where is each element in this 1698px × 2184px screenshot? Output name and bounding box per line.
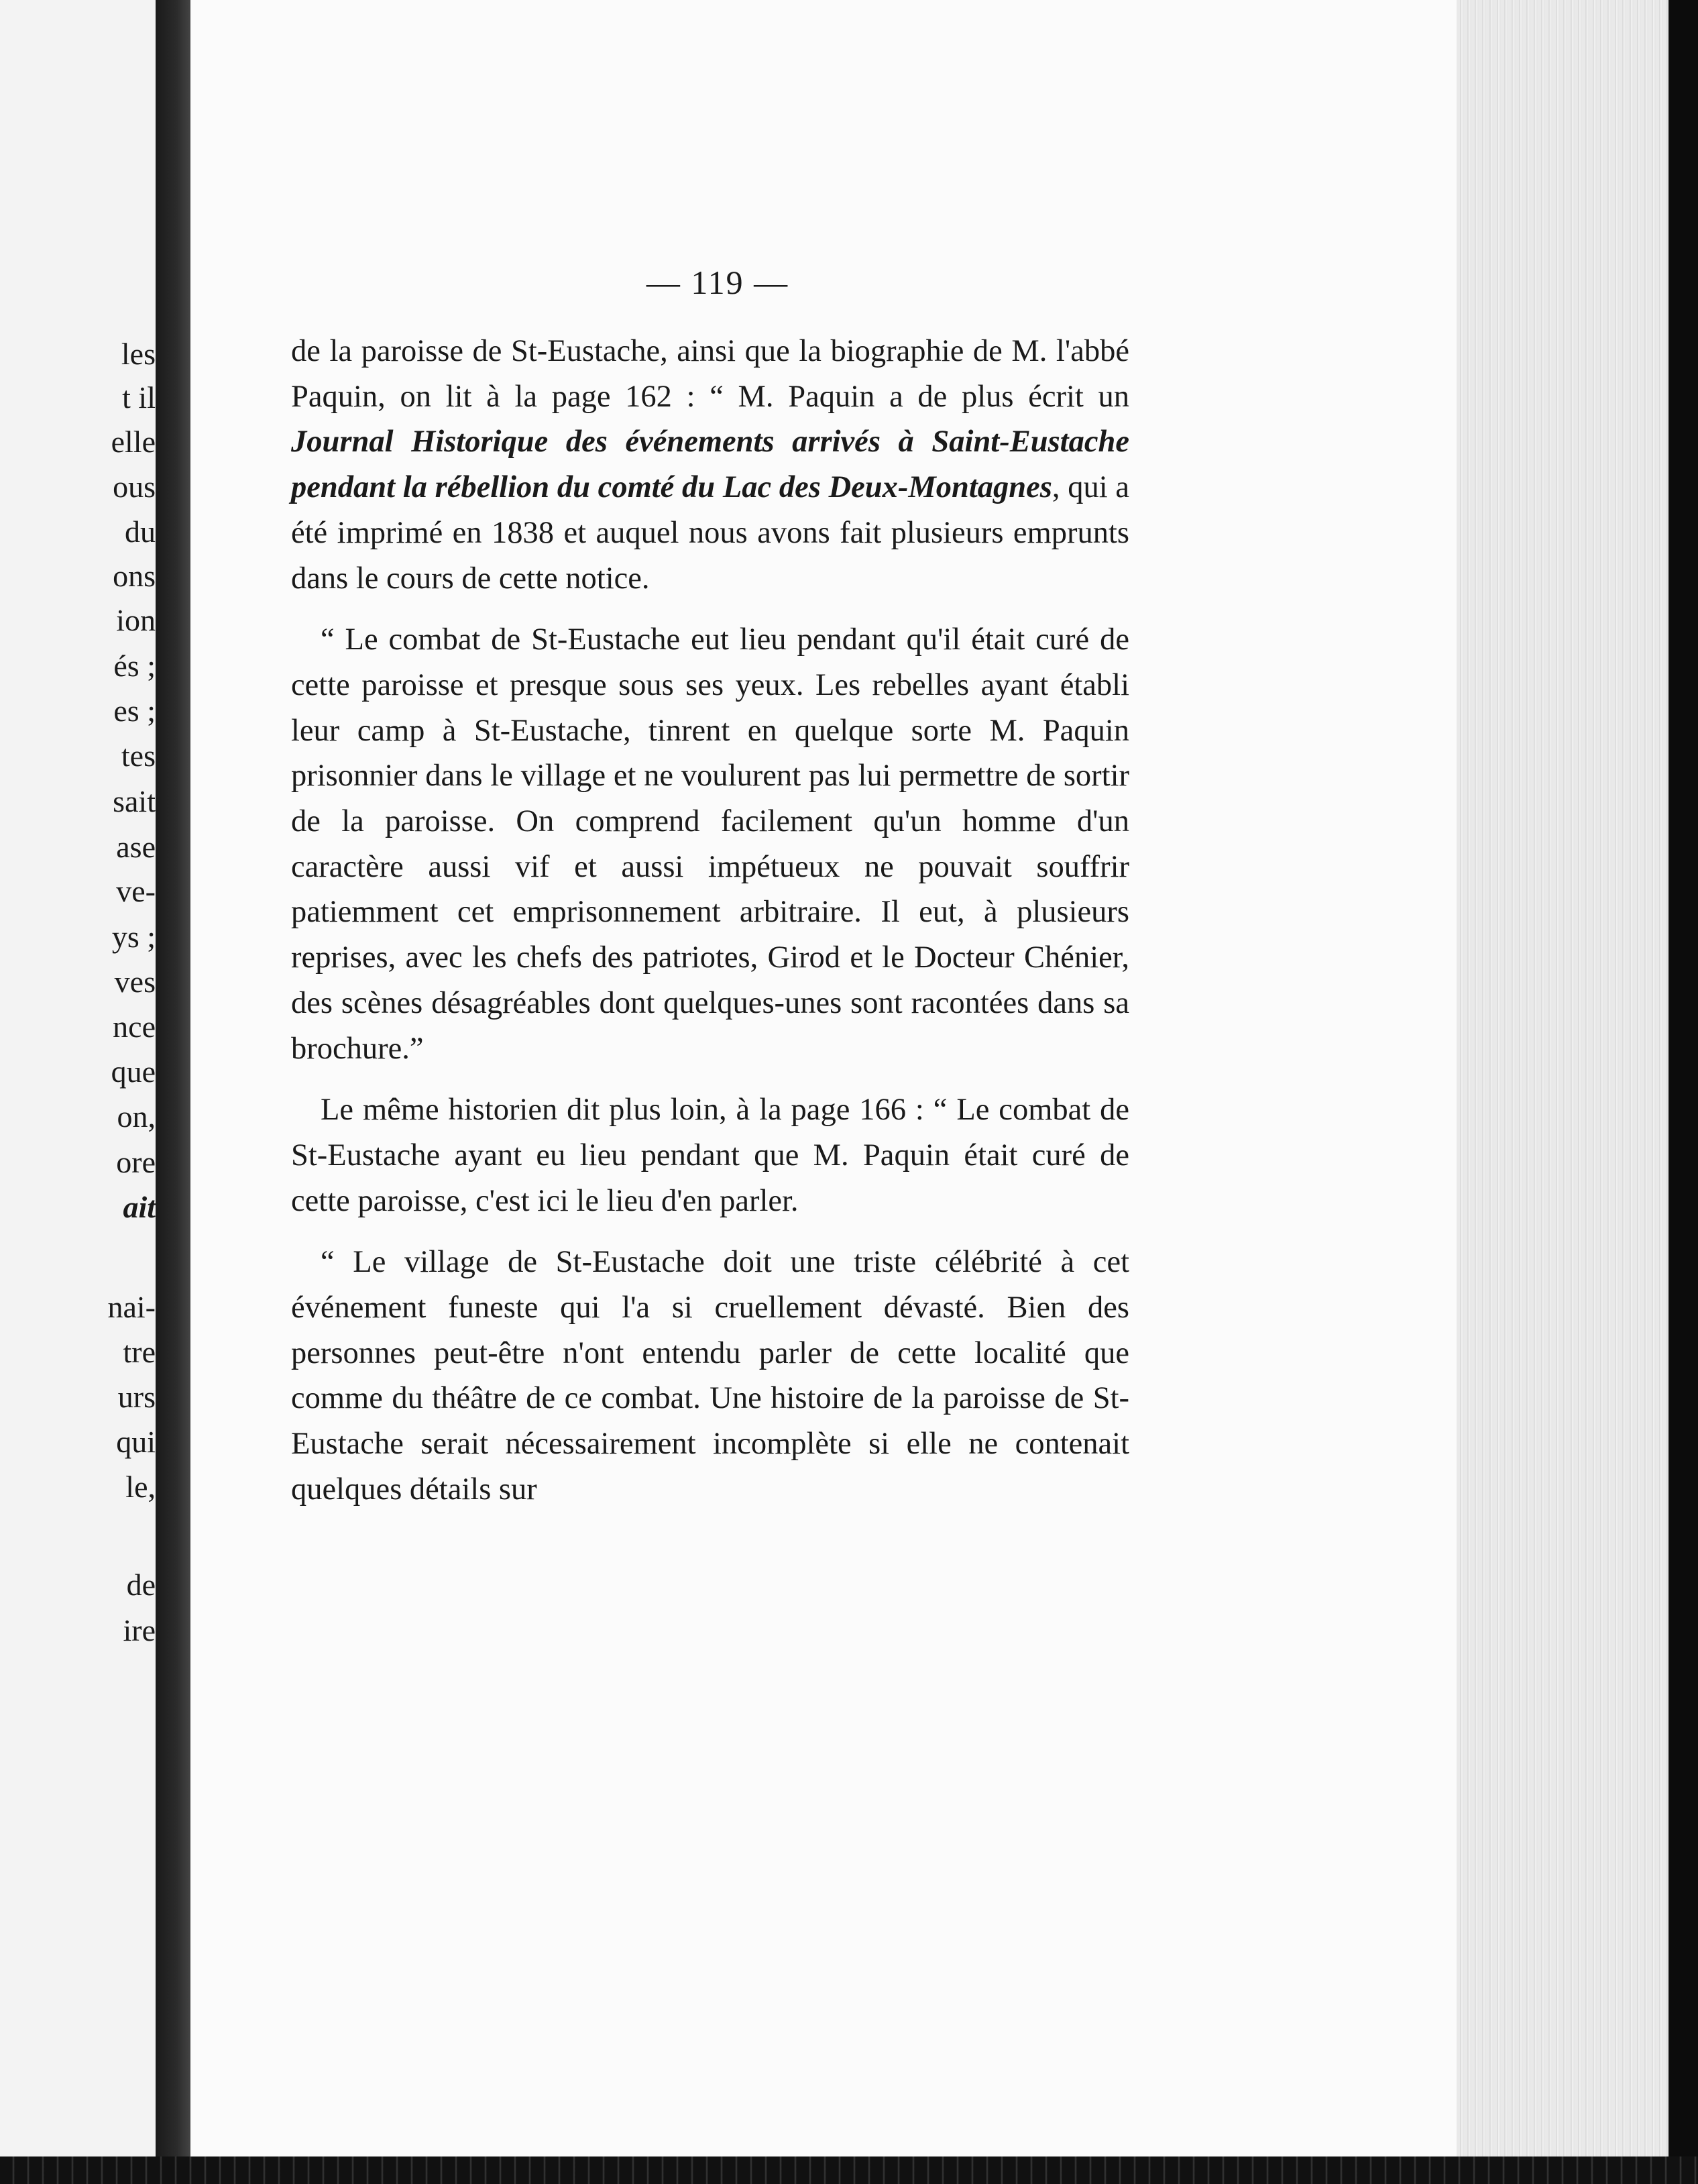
page-number: — 119 —: [646, 264, 789, 301]
left-page-fragment: sait: [113, 784, 156, 818]
left-page-fragment: és ;: [113, 649, 156, 683]
left-page-fragment: ase: [116, 830, 156, 864]
left-page-fragment: le,: [125, 1470, 156, 1504]
left-page-fragment: tes: [121, 739, 156, 773]
paragraph: [291, 329, 1129, 601]
left-page-fragment: tre: [123, 1335, 156, 1369]
scan-border-bottom: [0, 2156, 1698, 2184]
left-page-fragment: du: [125, 514, 156, 549]
left-page-fragment: que: [111, 1054, 156, 1089]
paragraph: “ Le combat de St-Eustache eut lieu pendant qu'il était curé de cette paroisse et presque sous ses yeux. Les rebelles ayant établi leur camp à St-Eustache, tinrent en quelque sorte M. Paquin prisonnier dans le village et ne voulurent pas lui permettre de sortir de la paroisse. On comprend facilement qu'un homme d'un caractère aussi vif et aussi impétueux ne pouvait souffrir patiemment cet emprisonnement arbitraire. Il eut, à plusieurs reprises, avec les chefs des patriotes, Girod et le Docteur Chénier, des scènes désagréables dont quelques-unes sont racontées dans sa brochure.”: [291, 622, 1129, 1066]
left-page-fragment: ire: [123, 1613, 156, 1647]
page-edges: [1457, 0, 1668, 2156]
left-page-fragment: on,: [117, 1099, 156, 1134]
left-page-fragment: ore: [116, 1145, 156, 1179]
left-page-fragment: ve-: [116, 874, 156, 908]
body-text: [291, 329, 1129, 1513]
book-title-italic: Journal Historique des événements arrivés à Saint-Eustache pendant la rébellion du comté du Lac des Deux-Montagnes: [291, 425, 1129, 505]
left-page-fragment: ves: [114, 965, 156, 999]
left-page-fragment: ait: [123, 1190, 156, 1224]
paragraph: Le même historien dit plus loin, à la page 166 : “ Le combat de St-Eustache ayant eu lieu pendant que M. Paquin était curé de cette paroisse, c'est ici le lieu d'en parler.: [291, 1093, 1129, 1218]
paragraph-text: de la paroisse de St-Eustache, ainsi que la biographie de M. l'abbé Paquin, on lit à la page 162 : “ M. Paquin a de plus écrit un: [291, 334, 1129, 414]
left-page-fragment: les: [121, 337, 156, 371]
left-page-fragment: ous: [113, 470, 156, 504]
left-page-fragment: qui: [116, 1425, 156, 1459]
left-page-fragment: es ;: [113, 694, 156, 728]
left-page-fragment: de: [126, 1568, 156, 1602]
scan-border-right: [1668, 0, 1698, 2184]
left-page-fragment: nce: [113, 1009, 156, 1044]
left-page-fragment: ons: [113, 559, 156, 593]
book-gutter: [156, 0, 190, 2156]
left-page-fragment: urs: [117, 1380, 156, 1414]
left-page-fragment: elle: [111, 425, 156, 459]
left-page-fragment: ion: [116, 603, 156, 637]
left-page-fragment: nai-: [107, 1290, 156, 1324]
paragraph: “ Le village de St-Eustache doit une triste célébrité à cet événement funeste qui l'a si cruellement dévasté. Bien des personnes peut-être n'ont entendu parler de cette localité que comme du théâtre de ce combat. Une histoire de la paroisse de St-Eustache serait nécessairement incomplète si elle ne contenait quelques détails sur: [291, 1245, 1129, 1507]
left-facing-page: [0, 0, 156, 2156]
paragraph-text: , qui a été imprimé en 1838 et auquel nous avons fait plusieurs emprunts dans le cours de cette notice.: [291, 470, 1129, 596]
left-page-fragment: t il: [122, 380, 156, 415]
left-page-fragment: ys ;: [111, 920, 156, 954]
